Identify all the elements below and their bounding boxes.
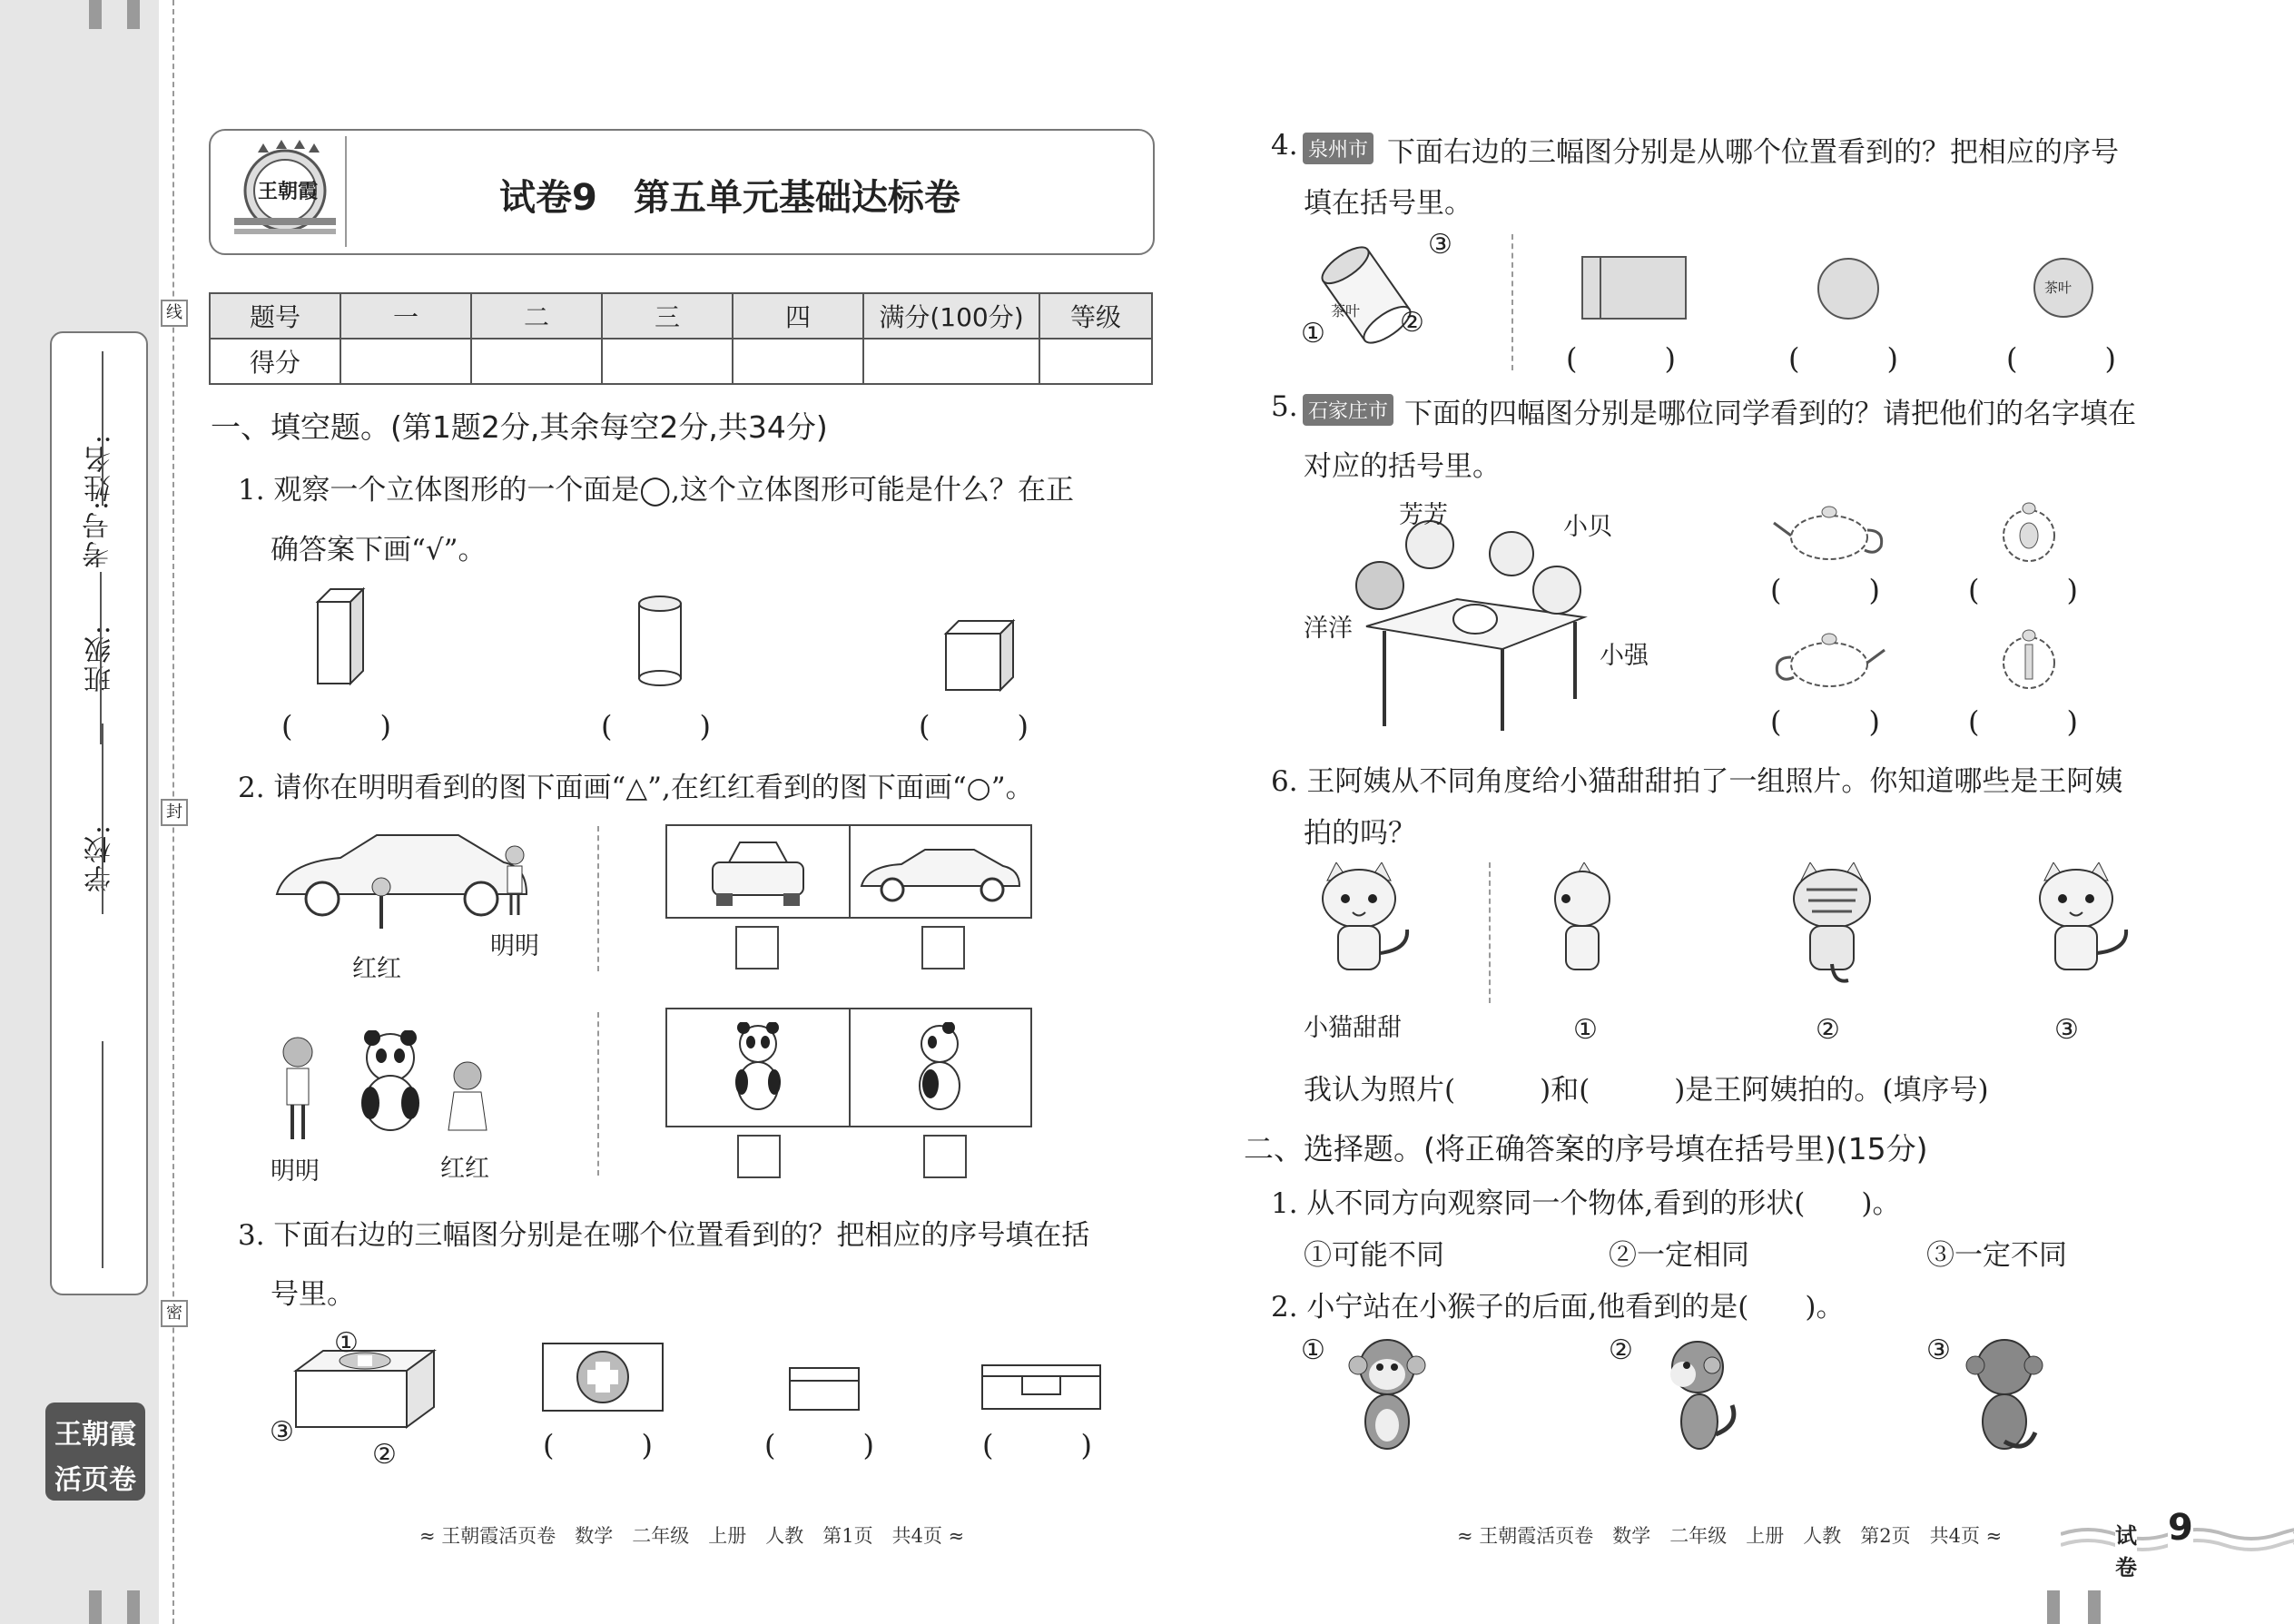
- teapot-view: [1993, 499, 2065, 566]
- name-fangfang: 芳芳: [1399, 501, 1448, 529]
- q6-answer-line[interactable]: 我认为照片( )和( )是王阿姨拍的。(填序号): [1304, 1074, 1989, 1107]
- city-tag: 泉州市: [1303, 133, 1373, 164]
- number-label: 考号:: [83, 499, 114, 569]
- s2-q1-text: 1. 从不同方向观察同一个物体,看到的形状( )。: [1271, 1187, 1901, 1220]
- table-cell: 二: [471, 293, 602, 339]
- label-honghong-2: 红红: [440, 1155, 489, 1183]
- q2-divider: [597, 1012, 599, 1176]
- q3-blank[interactable]: ( ): [982, 1428, 1092, 1462]
- teapot-back-icon: [1993, 626, 2065, 690]
- cut-mark-line: 线: [161, 300, 188, 327]
- score-cell[interactable]: [733, 339, 863, 384]
- name-yangyang: 洋洋: [1304, 615, 1353, 643]
- cut-mark-seal: 封: [161, 799, 188, 826]
- label-mingming-2: 明明: [271, 1157, 320, 1186]
- q5-blank[interactable]: ( ): [1770, 573, 1880, 607]
- binding-notch: [2088, 1590, 2101, 1624]
- first-aid-kit-icon: [292, 1343, 438, 1434]
- teapot-view: [1993, 626, 2065, 694]
- panda-scene: [272, 1030, 508, 1152]
- q4-blank[interactable]: ( ): [1566, 341, 1676, 376]
- q1-text-line2: 确答案下画“√”。: [271, 534, 487, 566]
- brand-logo-line1: 王朝霞: [54, 1419, 136, 1451]
- panda-side-icon: [912, 1022, 967, 1113]
- cat-tiantian-figure: [1300, 862, 1418, 989]
- q4-blank[interactable]: ( ): [1788, 341, 1898, 376]
- binding-notch: [127, 1590, 140, 1624]
- table-cell: 三: [602, 293, 733, 339]
- table-cell: 题号: [210, 293, 340, 339]
- monkey-back-icon: [1959, 1334, 2050, 1462]
- table-cell: 四: [733, 293, 863, 339]
- teapot-side-icon: [1770, 499, 1888, 563]
- publisher-seal: [231, 140, 340, 241]
- children-table-icon: [1330, 517, 1611, 735]
- cuboid-figure: [309, 586, 372, 691]
- position-mark: ②: [1400, 307, 1424, 339]
- teapot-view: [1770, 499, 1888, 566]
- score-cell[interactable]: [471, 339, 602, 384]
- car-side-icon: [856, 844, 1025, 904]
- footer-right: ≈ 王朝霞活页卷 数学 二年级 上册 人教 第2页 共4页 ≈: [1457, 1525, 2003, 1547]
- cat-back-icon: [1770, 862, 1893, 985]
- kit-top-icon: [541, 1342, 665, 1412]
- answer-box[interactable]: [735, 926, 779, 969]
- panda-front-icon: [731, 1022, 785, 1113]
- q1-text-line1: 1. 观察一个立体图形的一个面是◯,这个立体图形可能是什么？在正: [238, 474, 1074, 507]
- q4-divider: [1511, 234, 1513, 370]
- s2-q1-option[interactable]: ②一定相同: [1609, 1239, 1749, 1272]
- class-field[interactable]: [102, 723, 103, 914]
- name-xiaoqiang: 小强: [1600, 642, 1649, 670]
- cat-front-icon: [1300, 862, 1418, 985]
- seal-text: 王朝霞: [258, 180, 319, 203]
- q3-text-line2: 号里。: [271, 1278, 355, 1311]
- cat-photo-3: [2017, 862, 2140, 989]
- q4-blank[interactable]: ( ): [2006, 341, 2116, 376]
- class-label: 班级:: [84, 624, 116, 694]
- position-mark: ③: [270, 1416, 294, 1448]
- first-aid-kit-figure: [292, 1343, 438, 1438]
- kit-top-view: [541, 1342, 665, 1416]
- q2-panda-views: [665, 1008, 1032, 1127]
- cube-figure: [942, 617, 1019, 697]
- can-side-view: [1581, 256, 1687, 320]
- monkey-side-figure[interactable]: [1652, 1334, 1743, 1465]
- teapot-view: [1770, 626, 1888, 694]
- table-cell: 一: [340, 293, 471, 339]
- q5-text-line1: 下面的四幅图分别是哪位同学看到的？请把他们的名字填在: [1404, 398, 2136, 430]
- answer-box[interactable]: [923, 1135, 967, 1178]
- cat-side-icon: [1539, 862, 1620, 985]
- q2-text: 2. 请你在明明看到的图下面画“△”,在红红看到的图下面画“○”。: [238, 772, 1034, 804]
- answer-box[interactable]: [921, 926, 965, 969]
- teapot-front-icon: [1993, 499, 2065, 563]
- section2-heading: 二、选择题。(将正确答案的序号填在括号里)(15分): [1244, 1131, 1928, 1166]
- q5-number: 5.: [1271, 390, 1298, 423]
- car-with-kids-icon: [268, 822, 531, 930]
- q1-blank[interactable]: ( ): [919, 709, 1029, 743]
- monkey-side-icon: [1652, 1334, 1743, 1462]
- q6-divider: [1489, 862, 1491, 1003]
- table-cell: 满分(100分): [863, 293, 1039, 339]
- table-cell: 等级: [1039, 293, 1152, 339]
- option-mark: ②: [1609, 1334, 1633, 1366]
- car-scene: [268, 822, 531, 934]
- cuboid-icon: [309, 586, 372, 687]
- monkey-front-figure[interactable]: [1342, 1334, 1433, 1465]
- brand-logo-badge: [45, 1403, 145, 1501]
- q3-blank[interactable]: ( ): [543, 1428, 653, 1462]
- banner-divider: [345, 136, 347, 247]
- photo-mark: ②: [1816, 1014, 1840, 1046]
- tea-label: 茶叶: [1331, 302, 1361, 320]
- lid-line: [1600, 258, 1601, 318]
- position-mark: ①: [1301, 318, 1325, 349]
- binding-notch: [89, 0, 102, 29]
- position-mark: ①: [334, 1327, 359, 1359]
- brand-logo-line2: 活页卷: [54, 1464, 136, 1496]
- teapot-side-icon-2: [1770, 626, 1888, 690]
- s2-q2-text: 2. 小宁站在小猴子的后面,他看到的是( )。: [1271, 1291, 1845, 1324]
- can-bottom-view: [1817, 258, 1879, 320]
- binding-notch: [2047, 1590, 2060, 1624]
- table-cell: 得分: [210, 339, 340, 384]
- cat-photo-2: [1770, 862, 1893, 989]
- s2-q1-option[interactable]: ③一定不同: [1926, 1239, 2067, 1272]
- q2-divider: [597, 826, 599, 971]
- table-row: [210, 339, 1152, 384]
- q1-blank[interactable]: ( ): [601, 709, 711, 743]
- name-xiaobei: 小贝: [1563, 513, 1612, 541]
- boy-icon: [501, 844, 528, 917]
- cube-icon: [942, 617, 1019, 694]
- kit-side-view: [788, 1366, 861, 1415]
- panda-with-kids-icon: [272, 1030, 508, 1148]
- name-field[interactable]: [102, 351, 103, 506]
- q3-text-line1: 3. 下面右边的三幅图分别是在哪个位置看到的？把相应的序号填在括: [238, 1219, 1090, 1252]
- school-label: 学校:: [84, 823, 116, 893]
- q5-blank[interactable]: ( ): [1968, 704, 2078, 739]
- cylinder-icon: [635, 595, 684, 689]
- tea-label: 茶叶: [2044, 280, 2072, 296]
- cut-mark-secret: 密: [161, 1300, 188, 1327]
- photo-mark: ③: [2054, 1014, 2079, 1046]
- car-rear-icon: [704, 839, 812, 908]
- score-cell[interactable]: [1039, 339, 1152, 384]
- q6-text-line1: 6. 王阿姨从不同角度给小猫甜甜拍了一组照片。你知道哪些是王阿姨: [1271, 765, 2123, 798]
- badge-number: 9: [2168, 1507, 2193, 1549]
- score-cell[interactable]: [602, 339, 733, 384]
- badge-label: 试卷: [2115, 1518, 2137, 1581]
- q4-number: 4.: [1271, 129, 1298, 162]
- s2-q1-option[interactable]: ①可能不同: [1304, 1239, 1444, 1272]
- kit-side-icon: [788, 1366, 861, 1412]
- position-mark: ③: [1428, 229, 1452, 261]
- student-info-box: [50, 331, 148, 1295]
- q5-blank[interactable]: ( ): [1770, 704, 1880, 739]
- binding-notch: [127, 0, 140, 29]
- position-mark: ②: [372, 1439, 397, 1471]
- city-tag: 石家庄市: [1303, 394, 1393, 426]
- q6-text-line2: 拍的吗？: [1304, 817, 1416, 850]
- q4-text-line2: 填在括号里。: [1304, 187, 1472, 220]
- cylinder-figure: [635, 595, 684, 693]
- label-mingming: 明明: [490, 932, 539, 960]
- score-cell[interactable]: [863, 339, 1039, 384]
- page-title: 试卷9 第五单元基础达标卷: [499, 177, 960, 219]
- frame-divider: [849, 826, 851, 917]
- q4-text-line1: 下面右边的三幅图分别是从哪个位置看到的？把相应的序号: [1387, 136, 2119, 169]
- q2-car-views: [665, 824, 1032, 919]
- monkey-front-icon: [1342, 1334, 1433, 1462]
- binding-notch: [89, 1590, 102, 1624]
- q5-text-line2: 对应的括号里。: [1304, 450, 1501, 483]
- label-honghong: 红红: [352, 955, 401, 983]
- option-mark: ③: [1926, 1334, 1951, 1366]
- cat-photo-1: [1539, 862, 1620, 989]
- option-mark: ①: [1301, 1334, 1325, 1366]
- children-at-table: [1330, 517, 1611, 739]
- can-top-view: [2033, 258, 2093, 318]
- number-field[interactable]: [100, 572, 102, 744]
- score-cell[interactable]: [340, 339, 471, 384]
- kit-front-icon: [980, 1363, 1102, 1411]
- score-table: [209, 292, 1153, 385]
- name-label: 姓名:: [84, 433, 116, 503]
- boy-ming-figure: [501, 844, 528, 920]
- monkey-back-figure[interactable]: [1959, 1334, 2050, 1465]
- label-cat-tiantian: 小猫甜甜: [1304, 1014, 1402, 1042]
- section1-heading: 一、填空题。(第1题2分,其余每空2分,共34分): [211, 409, 828, 445]
- table-row: [210, 293, 1152, 339]
- photo-mark: ①: [1573, 1014, 1598, 1046]
- q5-blank[interactable]: ( ): [1968, 573, 2078, 607]
- footer-left: ≈ 王朝霞活页卷 数学 二年级 上册 人教 第1页 共4页 ≈: [419, 1525, 965, 1547]
- q3-blank[interactable]: ( ): [764, 1428, 874, 1462]
- answer-box[interactable]: [737, 1135, 781, 1178]
- cat-front-icon-2: [2017, 862, 2140, 985]
- q1-blank[interactable]: ( ): [281, 709, 391, 743]
- kit-front-view: [980, 1363, 1102, 1414]
- school-field[interactable]: [102, 1041, 103, 1268]
- frame-divider: [849, 1009, 851, 1126]
